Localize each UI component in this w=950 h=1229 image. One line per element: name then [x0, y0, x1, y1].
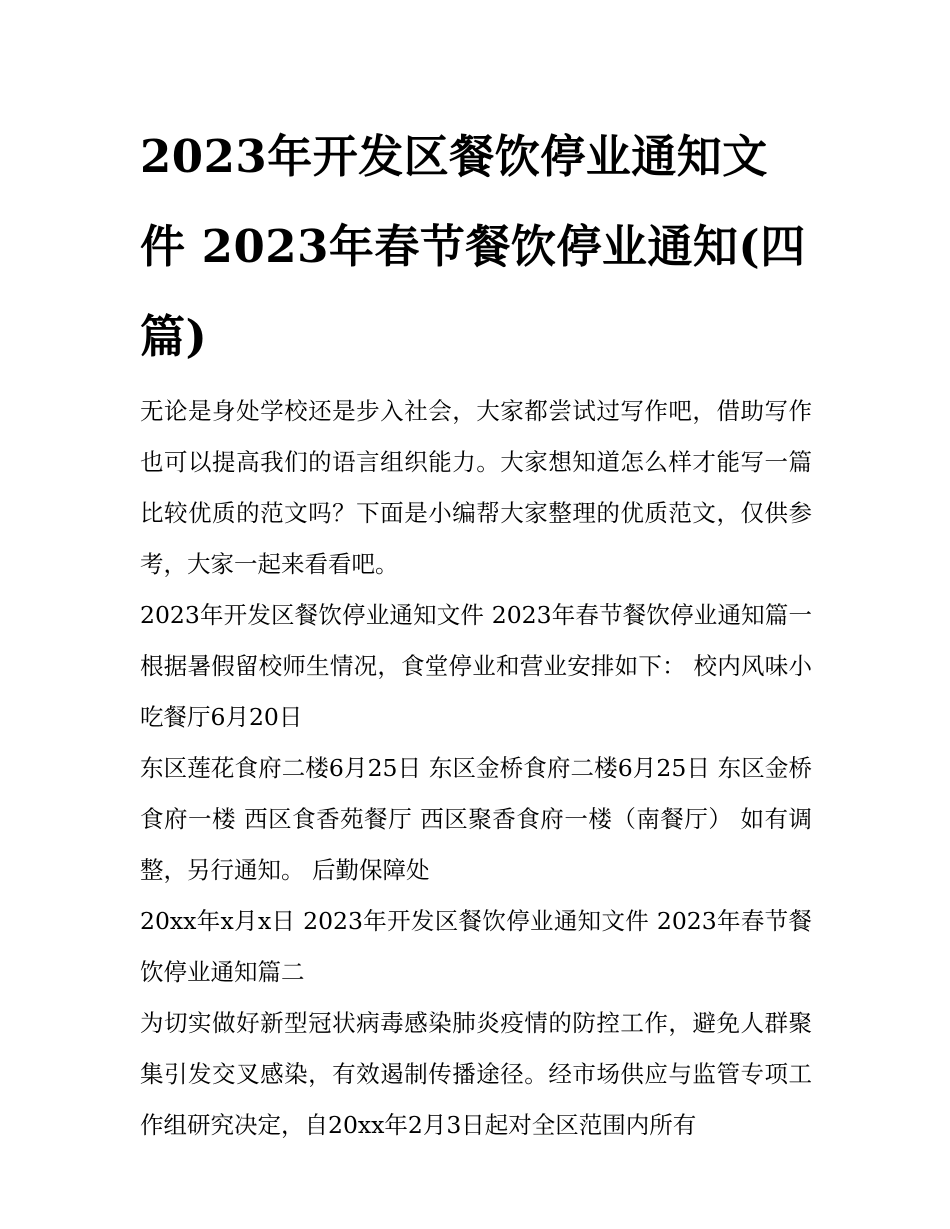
paragraph-date-part-two: 20xx年x月x日 2023年开发区餐饮停业通知文件 2023年春节餐饮停业通知篇二: [140, 907, 812, 986]
paragraph-part-one: 2023年开发区餐饮停业通知文件 2023年春节餐饮停业通知篇一 根据暑假留校师生情况，食堂停业和营业安排如下： 校内风味小吃餐厅6月20日: [140, 601, 812, 731]
document-title: 2023年开发区餐饮停业通知文件 2023年春节餐饮停业通知(四篇): [140, 130, 806, 363]
document-page: [140, 112, 812, 1151]
document-body: [140, 386, 812, 1151]
paragraph-epidemic-notice: 为切实做好新型冠状病毒感染肺炎疫情的防控工作，避免人群聚集引发交叉感染，有效遏制传播途径。经市场供应与监管专项工作组研究决定，自20xx年2月3日起对全区范围内所有: [140, 1009, 812, 1139]
paragraph-canteen-list: 东区莲花食府二楼6月25日 东区金桥食府二楼6月25日 东区金桥食府一楼 西区食香苑餐厅 西区聚香食府一楼（南餐厅） 如有调整，另行通知。 后勤保障处: [140, 754, 812, 884]
paragraph-intro: 无论是身处学校还是步入社会，大家都尝试过写作吧，借助写作也可以提高我们的语言组织能力。大家想知道怎么样才能写一篇比较优质的范文吗？下面是小编帮大家整理的优质范文，仅供参考，大家一起来看看吧。: [140, 397, 812, 578]
